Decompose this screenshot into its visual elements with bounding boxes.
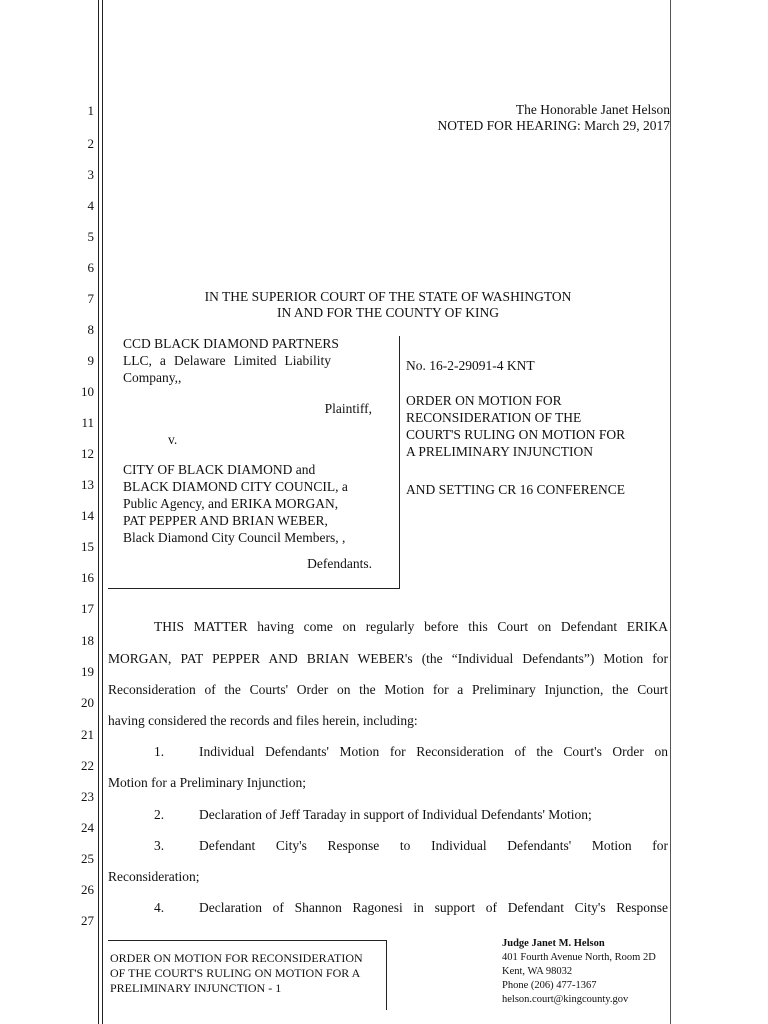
line-number: 24 [81, 820, 94, 835]
document-title: ORDER ON MOTION FOR RECONSIDERATION OF THE COURT'S RULING ON MOTION FOR A PRELIMINARY INJUNCTION [406, 393, 626, 459]
line-number: 6 [87, 260, 94, 275]
line-number: 11 [81, 415, 94, 430]
judge-name: Judge Janet M. Helson [502, 938, 605, 949]
line-number: 26 [81, 882, 94, 897]
footer-rule [108, 940, 386, 941]
list-item-text: Individual Defendants' Motion for Reconsideration of the Court's Order on [199, 744, 668, 759]
line-number: 9 [87, 353, 94, 368]
line-number: 19 [81, 664, 94, 679]
court-county: IN AND FOR THE COUNTY OF KING [276, 305, 499, 320]
line-number: 2 [87, 136, 94, 151]
body-paragraph-line: MORGAN, PAT PEPPER AND BRIAN WEBER's (the “Individual Defendants”) Motion for [108, 651, 668, 666]
court-address: 401 Fourth Avenue North, Room 2D [502, 952, 656, 963]
list-item-number: 3. [154, 838, 165, 853]
judge-header: The Honorable Janet Helson [515, 102, 670, 117]
list-item-text: Declaration of Jeff Taraday in support of Individual Defendants' Motion; [199, 807, 592, 822]
list-item-number: 1. [154, 744, 165, 759]
line-number: 20 [81, 695, 94, 710]
court-city: Kent, WA 98032 [502, 966, 573, 977]
plaintiff-name: CCD BLACK DIAMOND PARTNERS LLC, a Delaware Limited Liability Company,, [123, 336, 339, 385]
line-number: 14 [81, 508, 94, 523]
noted-for-hearing: NOTED FOR HEARING: March 29, 2017 [437, 118, 670, 133]
line-number: 3 [87, 167, 94, 182]
line-number: 10 [81, 384, 94, 399]
body-paragraph-line: Reconsideration of the Courts' Order on the Motion for a Preliminary Injunction, the Court [108, 682, 668, 697]
list-item-continuation: Reconsideration; [108, 869, 200, 884]
line-number: 16 [81, 570, 94, 585]
line-number: 18 [81, 633, 94, 648]
line-number: 5 [87, 229, 94, 244]
margin-rule-inner [102, 0, 103, 1024]
margin-rule-outer [98, 0, 99, 1024]
list-item-text: Declaration of Shannon Ragonesi in support of Defendant City's Response [199, 900, 668, 915]
plaintiff-label: Plaintiff, [324, 401, 372, 416]
line-number: 8 [87, 322, 94, 337]
line-number: 23 [81, 789, 94, 804]
line-number: 7 [87, 291, 94, 306]
line-number: 25 [81, 851, 94, 866]
footer-divider [386, 940, 387, 1010]
line-number: 27 [81, 913, 94, 928]
versus: v. [168, 432, 178, 447]
footer-document-title: ORDER ON MOTION FOR RECONSIDERATION OF THE COURT'S RULING ON MOTION FOR A PRELIMINARY INJUNCTION - 1 [110, 951, 363, 995]
defendant-names: CITY OF BLACK DIAMOND and BLACK DIAMOND CITY COUNCIL, a Public Agency, and ERIKA MORGAN, PAT PEPPER AND BRIAN WEBER, Black Diamond City Council Members, , [123, 462, 348, 545]
line-number: 12 [81, 446, 94, 461]
body-paragraph-line: THIS MATTER having come on regularly before this Court on Defendant ERIKA [154, 619, 668, 634]
document-subtitle: AND SETTING CR 16 CONFERENCE [406, 482, 626, 497]
line-number: 17 [81, 601, 94, 616]
margin-rule-right [670, 0, 671, 1024]
court-email[interactable]: helson.court@kingcounty.gov [502, 994, 629, 1005]
line-number: 4 [87, 198, 94, 213]
defendant-label: Defendants. [307, 556, 372, 571]
line-number: 1 [87, 103, 94, 118]
court-name: IN THE SUPERIOR COURT OF THE STATE OF WASHINGTON [204, 289, 572, 304]
case-number: No. 16-2-29091-4 KNT [406, 358, 535, 373]
body-paragraph-line: having considered the records and files herein, including: [108, 713, 418, 728]
line-number: 22 [81, 758, 94, 773]
list-item-continuation: Motion for a Preliminary Injunction; [108, 775, 306, 790]
line-number: 15 [81, 539, 94, 554]
judge-contact-block [502, 937, 682, 1007]
list-item-number: 2. [154, 807, 165, 822]
line-number: 13 [81, 477, 94, 492]
list-item-text: Defendant City's Response to Individual Defendants' Motion for [199, 838, 668, 853]
list-item-number: 4. [154, 900, 165, 915]
court-phone: Phone (206) 477-1367 [502, 980, 597, 991]
line-number: 21 [81, 727, 94, 742]
